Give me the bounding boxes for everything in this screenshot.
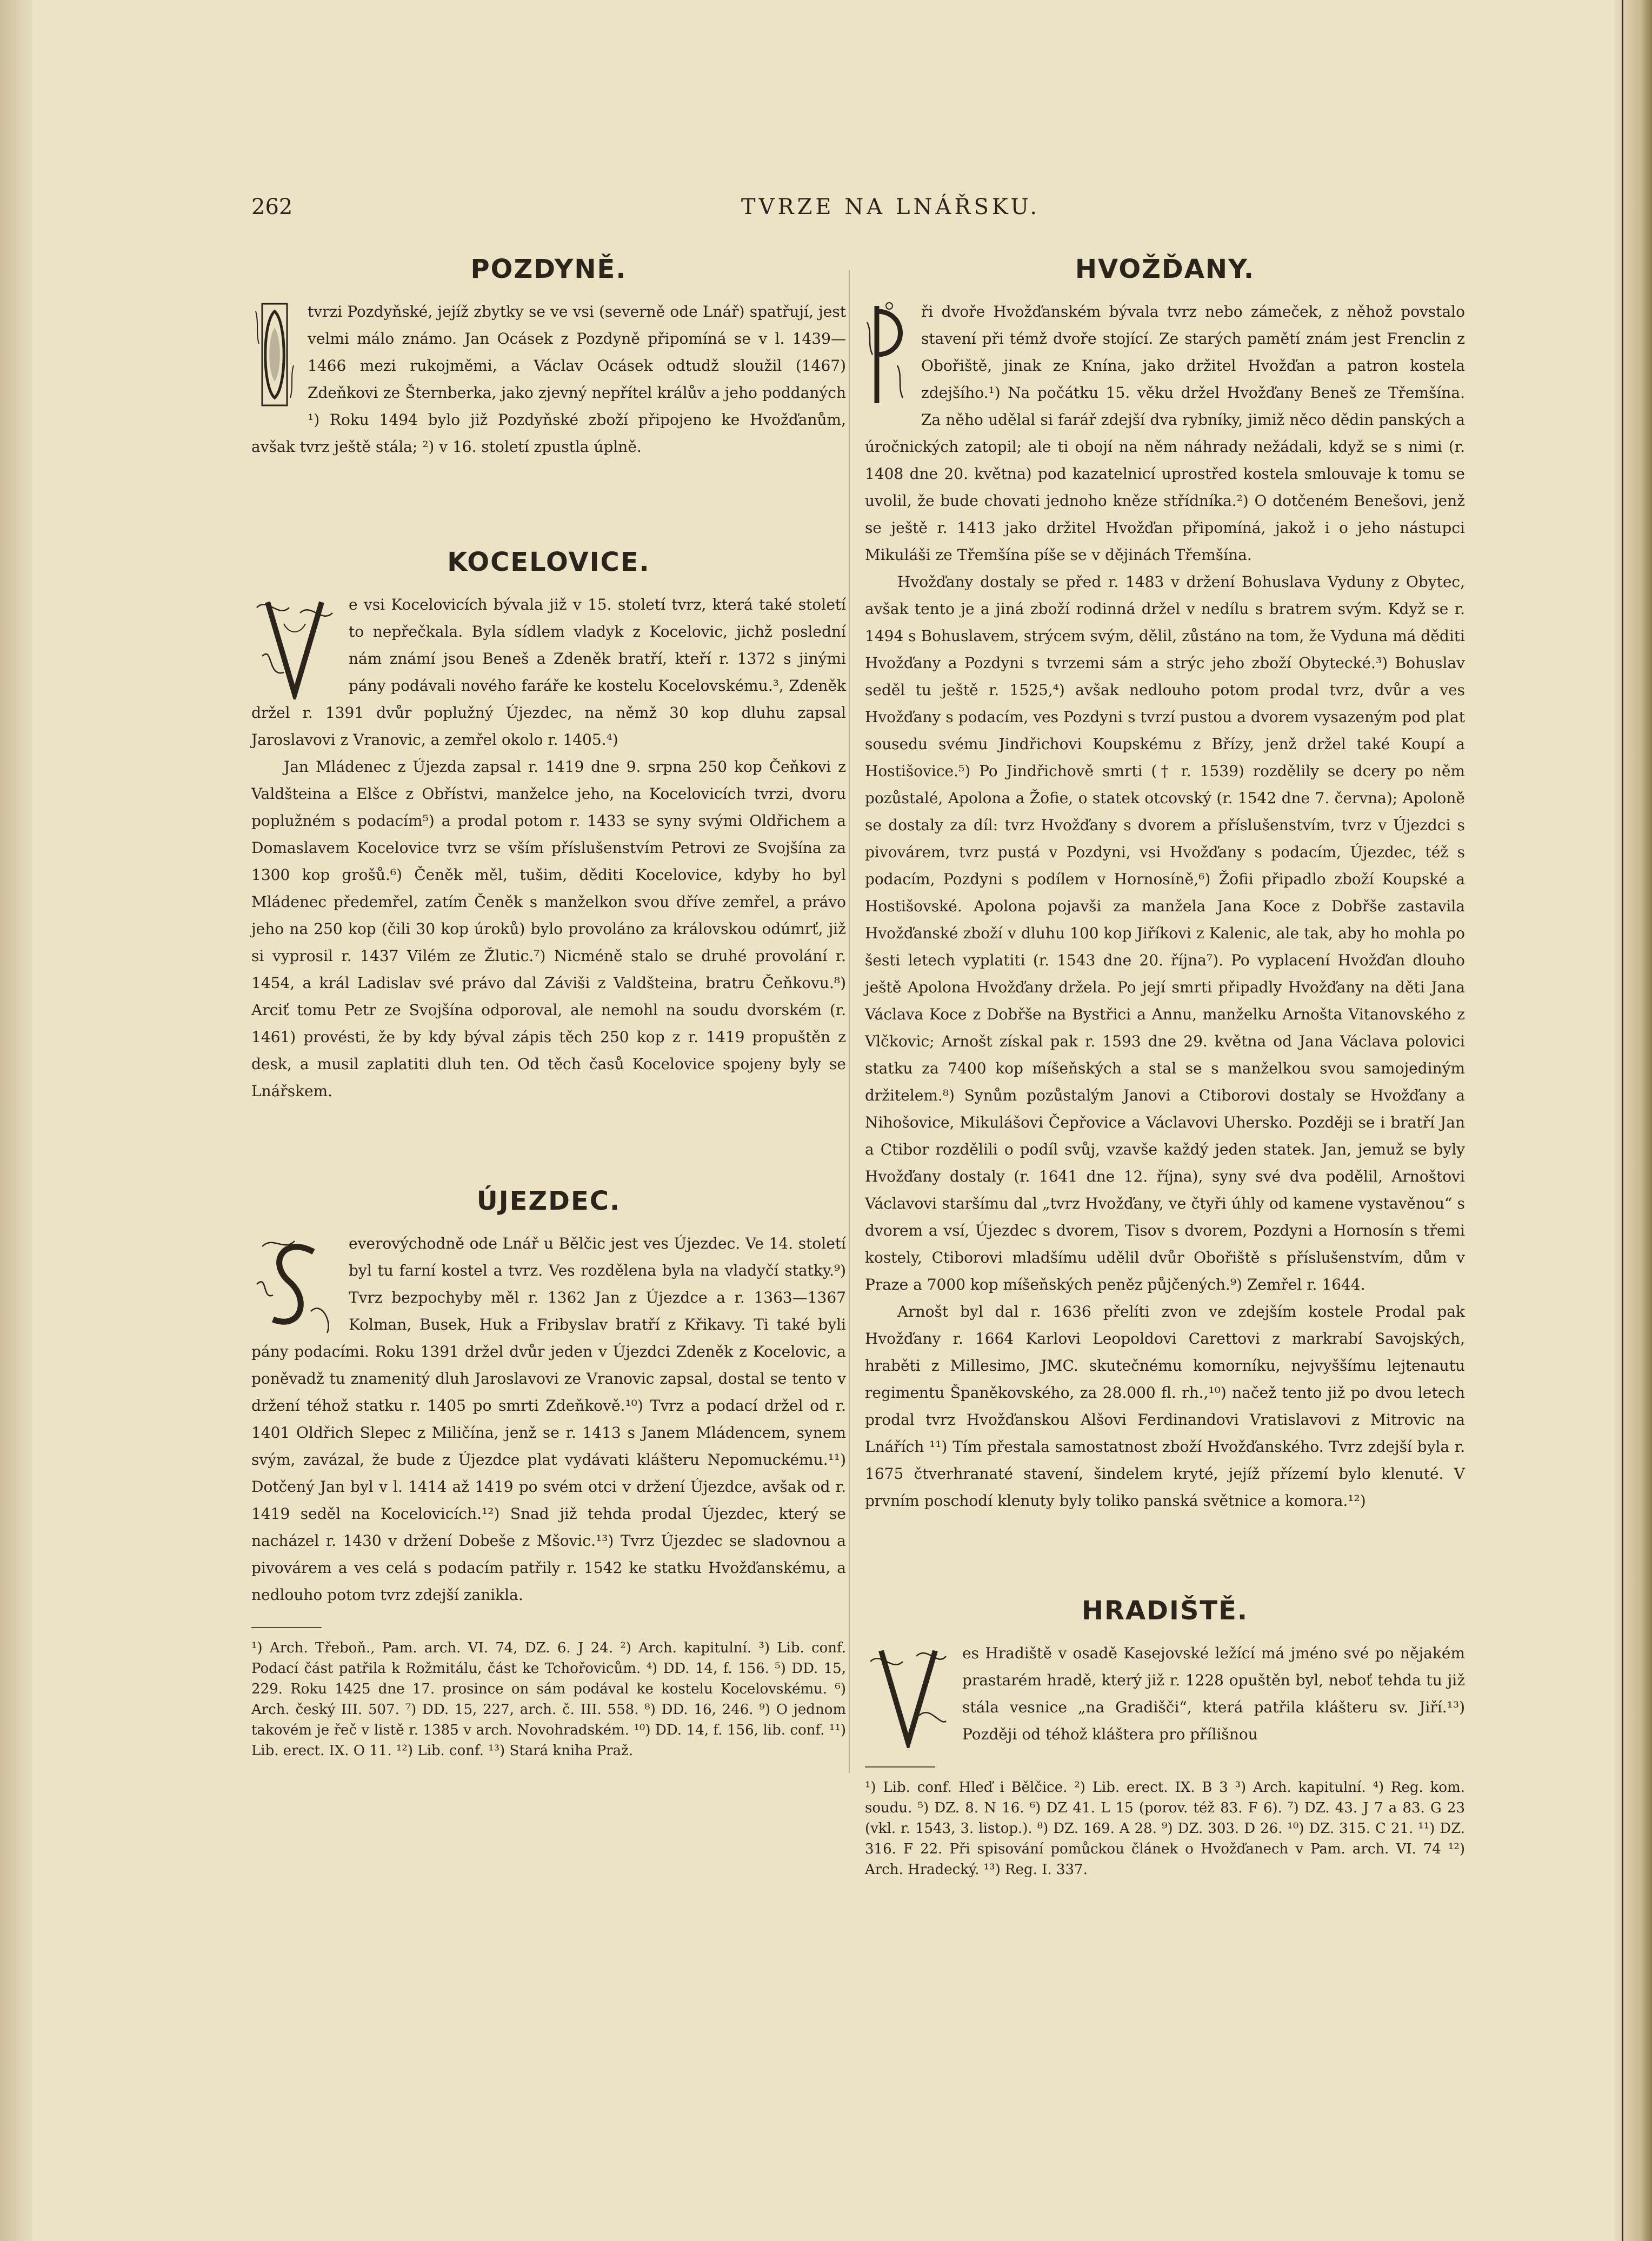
section-title-hradiste: HRADIŠTĚ. [1081,1596,1249,1626]
kocelovice-text-1: e vsi Kocelovicích bývala již v 15. století tvrz, která také století to nepřečkala. Byla sídlem vladyk z Kocelovic, jichž poslední nám známí jsou Beneš a Zdeněk bratří, kteří r. 1372 s jinými pány podávali nového faráře ke kostelu Kocelovskému.³, Zdeněk držel r. 1391 dvůr poplužný Újezdec, na němž 30 kop dluhu zapsal Jaroslavovi z Vranovic, a zemřel okolo r. 1405.⁴) [251,596,846,749]
running-title: TVRZE NA LNÁŘSKU. [741,195,1041,219]
page-number: 262 [251,195,293,219]
hradiste-text: es Hradiště v osadě Kasejovské ležící má jméno své po nějakém prastarém hradě, který již r. 1228 opuštěn byl, neboť tehda tu již stála vesnice „na Gradišči“, která patřila klášteru sv. Jiří.¹³) Později od téhož kláštera pro přílišnou [962,1644,1465,1743]
section-hradiste [865,1596,1465,1748]
section-kocelovice [251,547,846,1105]
section-title-kocelovice: KOCELOVICE. [447,547,650,577]
footnotes-right [865,1777,1465,1880]
kocelovice-text-2: Jan Mládenec z Újezda zapsal r. 1419 dne 9. srpna 250 kop Čeňkovi z Valdšteina a Elšce z Obřístvi, manželce jeho, na Kocelovicích tvrzi, dvoru poplužném s podacím⁵) a prodal potom r. 1433 se syny svými Oldřichem a Domaslavem Kocelovice tvrz se vším příslušenstvím Petrovi ze Svojšína za 1300 kop grošů.⁶) Čeněk měl, tušim, děditi Kocelovice, kdyby ho byl Mládenec předemřel, zatím Čeněk s manželkon svou dříve zemřel, a právo jeho na 250 kop (čili 30 kop úroků) bylo provoláno za královskou odúmrť, již si vyprosil r. 1437 Vilém ze Žlutic.⁷) Nicméně stalo se druhé provolání r. 1454, a král Ladislav své právo dal Záviši z Valdšteina, bratru Čeňkovu.⁸) Arciť tomu Petr ze Svojšína odporoval, ale nemohl na soudu dvorském (r. 1461) provésti, že by kdy býval zápis těch 250 kop z r. 1419 propuštěn z desk, a musil zaplatiti dluh ten. Od těch časů Kocelovice spojeny byly se Lnářskem. [251,758,846,1100]
section-pozdyne [251,254,846,461]
section-hvozdany [865,254,1465,1515]
section-title-pozdyne: POZDYNĚ. [470,254,627,284]
section-title-ujezdec: ÚJEZDEC. [476,1186,621,1216]
section-title-hvozdany: HVOŽĎANY. [1075,254,1255,284]
footnotes-left-text: ¹) Arch. Třeboň., Pam. arch. VI. 74, DZ. 6. J 24. ²) Arch. kapitulní. ³) Lib. conf. Podací část patřila k Rožmitálu, část ke Tchořovicům. ⁴) DD. 14, f. 156. ⁵) DD. 15, 229. Roku 1425 dne 17. prosince on sám podával ke kostelu Kocelovskému. ⁶) Arch. český III. 507. ⁷) DD. 15, 227, arch. č. III. 558. ⁸) DD. 16, 246. ⁹) O jednom takovém je řeč v listě r. 1385 v arch. Novohradském. ¹⁰) DD. 14, f. 156, lib. conf. ¹¹) Lib. erect. IX. O 11. ¹²) Lib. conf. ¹³) Stará kniha Praž. [251,1640,846,1759]
pozdyne-text: tvrzi Pozdyňské, jejíž zbytky se ve vsi (severně ode Lnář) spatřují, jest velmi málo známo. Jan Ocásek z Pozdyně připomíná se v l. 1439—1466 mezi rukojměmi, a Václav Ocásek odtudž sloužil (1467) Zdeňkovi ze Šternberka, jako zjevný nepřítel králův a jeho poddaných ¹) Roku 1494 bylo již Pozdyňské zboží připojeno ke Hvožďanům, avšak tvrz ještě stála; ²) v 16. století zpustla úplně. [251,303,846,456]
initial-o-ornament [251,301,298,409]
column-divider [849,270,850,1773]
initial-v2-ornament [865,1640,951,1748]
footnotes-left [251,1638,846,1761]
left-column [251,254,846,1761]
book-gutter [0,0,32,2241]
initial-v-ornament [251,591,338,699]
initial-s-ornament [251,1230,338,1338]
footnote-separator [251,1627,322,1628]
page-edge-shadow [1614,0,1652,2241]
hvozdany-text-2: Hvožďany dostaly se před r. 1483 v držení Bohuslava Vyduny z Obytec, avšak tento je a jiná zboží rodinná držel v nedílu s bratrem svým. Když se r. 1494 s Bohuslavem, strýcem svým, dělil, zůstáno na tom, že Vyduna má děditi Hvožďany a Pozdyni s tvrzemi sám a strýc jeho zboží Obytecké.³) Bohuslav seděl tu ještě r. 1525,⁴) avšak nedlouho potom prodal tvrz, dvůr a ves Hvožďany s podacím, ves Pozdyni s tvrzí pustou a dvorem vysazeným pod plat sousedu svému Jindřichovi Koupskému z Břízy, jenž držel také Koupí a Hostišovice.⁵) Po Jindřichově smrti († r. 1539) rozdělily se dcery po něm pozůstalé, Apolona a Žofie, o statek otcovský (r. 1542 dne 7. června); Apoloně se dostaly za díl: tvrz Hvožďany s dvorem a příslušenstvím, tvrz v Újezdci s pivovárem, tvrz pustá v Pozdyni, vsi Hvožďany s podacím, Újezdec, též s podacím, Pozdyni s podílem v Hornosíně,⁶) Žofii připadlo zboží Koupské a Hostišovské. Apolona pojavši za manžela Jana Koce z Dobřše zastavila Hvožďanské zboží v dluhu 100 kop Jiříkovi z Kalenic, ale tak, aby ho mohla po šesti letech vyplatiti (r. 1543 dne 20. října⁷). Po vyplacení Hvožďan dlouho ještě Apolona Hvožďany držela. Po její smrti připadly Hvožďany na děti Jana Václava Koce z Dobřše na Bystřici a Annu, manželku Arnošta Vitanovského z Vlčkovic; Arnošt získal pak r. 1593 dne 29. května od Jana Václava polovici statku za 7400 kop míšeňských a stal se s manželkou svou samojediným držitelem.⁸) Synům pozůstalým Janovi a Ctiborovi dostaly se Hvožďany a Nihošovice, Mikulášovi Čepřovice a Václavovi Uhersko. Později se i bratří Jan a Ctibor rozdělili o podíl svůj, vzavše každý jeden statek. Jan, jemuž se byly Hvožďany dostaly (r. 1641 dne 12. října), syny své dva podělil, Arnoštovi Václavovi staršímu dal „tvrz Hvožďany, ve čtyři úhly od kamene vystavěnou“ s dvorem a vsí, Újezdec s dvorem, Tisov s dvorem, Pozdyni a Hornosín s třemi kostely, Ctiborovi mladšímu udělil dvůr Obořiště s příslušenstvím, dům v Praze a 7000 kop míšeňských peněz půjčených.⁹) Zemřel r. 1644. [865,573,1465,1293]
right-column [865,254,1465,1880]
section-ujezdec [251,1186,846,1609]
initial-p-ornament [865,301,911,409]
ujezdec-text: everovýchodně ode Lnář u Bělčic jest ves Újezdec. Ve 14. století byl tu farní kostel a tvrz. Ves rozdělena byla na vladyčí statky.⁹) Tvrz bezpochyby měl r. 1362 Jan z Újezdce a r. 1363—1367 Kolman, Busek, Huk a Fribyslav bratří z Křikavy. Ti také byli pány podacími. Roku 1391 držel dvůr jeden v Újezdci Zdeněk z Kocelovic, a poněvadž tu znamenitý dluh Jaroslavovi ze Vranovic zapsal, dostal se tento v držení téhož statku r. 1405 po smrti Zdeňkově.¹⁰) Tvrz a podací držel od r. 1401 Oldřich Slepec z Miličína, jenž se r. 1413 s Janem Mládencem, synem svým, zavázal, že bude z Újezdce plat vydávati klášteru Nepomuckému.¹¹) Dotčený Jan byl v l. 1414 až 1419 po svém otci v držení Újezdce, avšak od r. 1419 seděl na Kocelovicích.¹²) Snad již tehda prodal Újezdec, který se nacházel r. 1430 v držení Dobeše z Mšovic.¹³) Tvrz Újezdec se sladovnou a pivovárem a ves celá s podacím patřily r. 1542 ke statku Hvožďanskému, a nedlouho potom tvrz zdejší zanikla. [251,1235,846,1604]
hvozdany-text-3: Arnošt byl dal r. 1636 přelíti zvon ve zdejším kostele Prodal pak Hvožďany r. 1664 Karlovi Leopoldovi Carettovi z markrabí Savojských, hraběti z Millesimo, JMC. skutečnému komorníku, nejvyššímu lejtenautu regimentu Španěkovského, za 28.000 fl. rh.,¹⁰) načež tento již po dvou letech prodal tvrz Hvožďanskou Alšovi Ferdinandovi Vratislavovi z Mitrovic na Lnářích ¹¹) Tím přestala samostatnost zboží Hvožďanského. Tvrz zdejší byla r. 1675 čtverhranaté stavení, šindelem kryté, jejíž přízemí bylo klenuté. V prvním poschodí klenuty byly toliko panská světnice a komora.¹²) [865,1303,1465,1510]
footnotes-right-text: ¹) Lib. conf. Hleď i Bělčice. ²) Lib. erect. IX. B 3 ³) Arch. kapitulní. ⁴) Reg. kom. soudu. ⁵) DZ. 8. N 16. ⁶) DZ 41. L 15 (porov. též 83. F 6). ⁷) DZ. 43. J 7 a 83. G 23 (vkl. r. 1543, 3. listop.). ⁸) DZ. 169. A 28. ⁹) DZ. 303. D 26. ¹⁰) DZ. 315. C 21. ¹¹) DZ. 316. F 22. Při spisování pomůckou článek o Hvožďanech v Pam. arch. VI. 74 ¹²) Arch. Hradecký. ¹³) Reg. I. 337. [865,1779,1465,1878]
hvozdany-text-1: ři dvoře Hvožďanském bývala tvrz nebo zámeček, z něhož povstalo stavení při témž dvoře stojící. Ze starých pamětí znám jest Frenclin z Obořiště, jinak ze Knína, jako držitel Hvožďan a patron kostela zdejšího.¹) Na počátku 15. věku držel Hvožďany Beneš ze Třemšína. Za něho udělal si farář zdejší dva rybníky, jimiž něco dědin panských a úročnických zatopil; ale ti obojí na něm náhrady nežádali, když se s nimi (r. 1408 dne 20. května) pod kazatelnicí uprostřed kostela smlouvaje k tomu se uvolil, že bude chovati jednoho kněze střídníka.²) O dotčeném Benešovi, jenž se ještě r. 1413 jako držitel Hvožďan připomíná, jakož i o jeho nástupci Mikuláši ze Třemšína píše se v dějinách Třemšína. [865,303,1465,564]
page-edge-line [1622,0,1623,2241]
page-header [251,195,1530,227]
footnote-separator-right [865,1766,935,1768]
